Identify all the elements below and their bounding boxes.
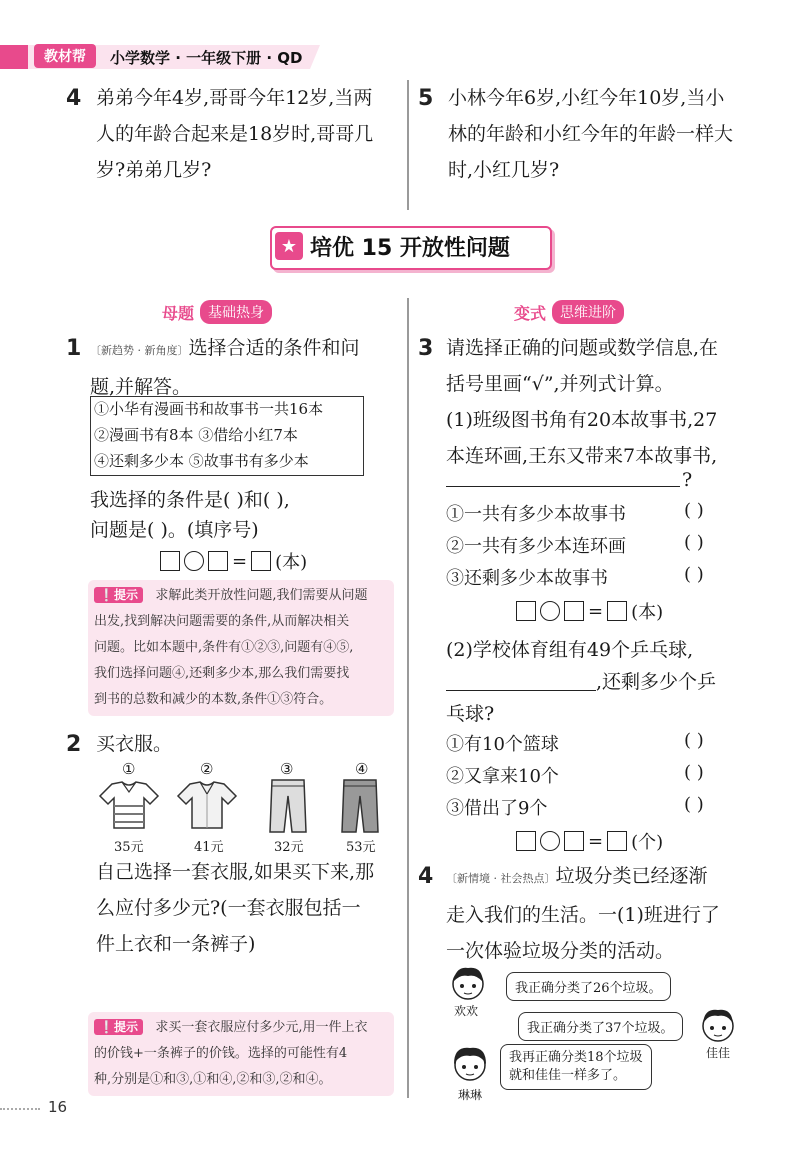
text-line: 岁?弟弟几岁? — [96, 159, 212, 181]
condition-line: ④还剩多少本 ⑤故事书有多少本 — [94, 452, 309, 470]
option-item: ②一共有多少本连环画 — [446, 536, 626, 557]
page-number: 16 — [48, 1098, 68, 1116]
part-2-line: (2)学校体育组有49个乒乓球, — [446, 639, 694, 661]
answer-box[interactable] — [607, 831, 627, 851]
part-2-line: 乓球? — [446, 703, 495, 725]
equation-template: = (本) — [516, 598, 663, 624]
shirt-1-icon[interactable] — [98, 780, 160, 832]
speaker-name: 欢欢 — [454, 1004, 479, 1018]
question-number: 4 — [418, 864, 434, 889]
answer-paren[interactable]: ( ) — [684, 762, 704, 783]
girl-linlin-avatar — [450, 1044, 490, 1084]
blank-line[interactable] — [446, 486, 680, 487]
bubble-line: 就和佳佳一样多了。 — [509, 1068, 627, 1083]
answer-paren[interactable]: ( ) — [684, 730, 704, 751]
pants-4-icon[interactable] — [340, 778, 380, 834]
question-number: 4 — [66, 86, 82, 111]
operator-circle[interactable] — [540, 601, 560, 621]
speech-bubble — [500, 1044, 652, 1090]
item-label: ④ — [355, 760, 369, 778]
left-tag — [162, 300, 272, 324]
tip-line: 到书的总数和减少的本数,条件①③符合。 — [94, 692, 333, 707]
question-2-text — [96, 854, 406, 962]
text-line: 弟弟今年4岁,哥哥今年12岁,当两 — [96, 87, 373, 109]
speaker-name: 佳佳 — [706, 1046, 731, 1060]
tag-pill: 基础热身 — [200, 300, 272, 324]
speech-bubble: 我正确分类了37个垃圾。 — [518, 1012, 683, 1041]
text-line: 自己选择一套衣服,如果买下来,那 — [96, 861, 375, 883]
item-label: ③ — [280, 760, 294, 778]
question-2-title: 买衣服。 — [96, 733, 173, 755]
question-number: 2 — [66, 732, 82, 757]
column-divider — [407, 80, 409, 210]
text-line: 林的年龄和小红今年的年龄一样大 — [448, 123, 734, 145]
answer-box[interactable] — [251, 551, 271, 571]
tag-bracket: 〔新趋势 · 新角度〕 — [90, 344, 189, 357]
condition-line: ②漫画书有8本 ③借给小红7本 — [94, 426, 298, 444]
tag-main: 变式 — [514, 303, 547, 323]
text-line: 件上衣和一条裤子) — [96, 933, 256, 955]
tag-bracket: 〔新情境 · 社会热点〕 — [446, 872, 556, 885]
unit-label: (本) — [631, 602, 664, 623]
text-line: 人的年龄合起来是18岁时,哥哥几 — [96, 123, 374, 145]
question-mark: ? — [682, 469, 693, 491]
question-number: 3 — [418, 336, 434, 361]
choose-line: 我选择的条件是( )和( ), — [90, 489, 290, 511]
girl-jiajia-avatar — [698, 1006, 738, 1044]
column-divider — [407, 298, 409, 1098]
item-price: 41元 — [194, 840, 224, 855]
tip-line: 种,分别是①和③,①和④,②和③,②和④。 — [94, 1072, 332, 1087]
question-4b-text — [446, 858, 766, 969]
text-line: 本连环画,王东又带来7本故事书, — [446, 445, 718, 467]
tip-label: ❕提示 — [94, 1019, 143, 1035]
condition-line: ①小华有漫画书和故事书一共16本 — [94, 400, 324, 418]
tip-line: 出发,找到解决问题需要的条件,从而解决相关 — [94, 614, 350, 629]
right-tag — [514, 300, 624, 324]
answer-paren[interactable]: ( ) — [684, 564, 704, 585]
option-item: ③还剩多少本故事书 — [446, 568, 608, 589]
text-line: 小林今年6岁,小红今年10岁,当小 — [448, 87, 725, 109]
option-item: ②又拿来10个 — [446, 766, 559, 787]
question-3-text — [446, 330, 766, 474]
brand-badge: 教材帮 — [34, 44, 96, 68]
tip-line: 的价钱+一条裤子的价钱。选择的可能性有4 — [94, 1046, 348, 1061]
tip-label-text: 提示 — [113, 1020, 138, 1034]
part-2-line: ,还剩多少个乒 — [596, 671, 717, 693]
section-title: 培优 15 开放性问题 — [310, 236, 510, 261]
tag-main: 母题 — [162, 303, 195, 323]
bubble-line: 我再正确分类18个垃圾 — [509, 1050, 643, 1065]
text-line: 时,小红几岁? — [448, 159, 560, 181]
answer-box[interactable] — [208, 551, 228, 571]
text-line: 题,并解答。 — [90, 376, 192, 398]
answer-paren[interactable]: ( ) — [684, 532, 704, 553]
tip-line: 我们选择问题④,还剩多少本,那么我们需要找 — [94, 666, 350, 681]
tip-line: 求解此类开放性问题,我们需要从问题 — [155, 588, 368, 603]
equation-template: = (个) — [516, 828, 663, 854]
tip-line: 求买一套衣服应付多少元,用一件上衣 — [155, 1020, 368, 1035]
blank-line[interactable] — [446, 690, 596, 691]
tip-content — [94, 1014, 390, 1093]
question-choice-line: 问题是( )。(填序号) — [90, 519, 259, 541]
answer-box[interactable] — [516, 601, 536, 621]
item-label: ① — [122, 760, 136, 778]
star-icon: ★ — [275, 232, 303, 260]
answer-box[interactable] — [516, 831, 536, 851]
question-number: 1 — [66, 336, 82, 361]
answer-box[interactable] — [564, 601, 584, 621]
answer-paren[interactable]: ( ) — [684, 794, 704, 815]
text-line: 么应付多少元?(一套衣服包括一 — [96, 897, 361, 919]
answer-paren[interactable]: ( ) — [684, 500, 704, 521]
text-line: 走入我们的生活。一(1)班进行了 — [446, 904, 720, 926]
book-title: 小学数学 · 一年级下册 · QD — [110, 49, 303, 67]
tip-label: ❕提示 — [94, 587, 143, 603]
answer-box[interactable] — [160, 551, 180, 571]
shirt-2-icon[interactable] — [176, 780, 238, 832]
text-line: 请选择正确的问题或数学信息,在 — [446, 337, 719, 359]
text-line: 一次体验垃圾分类的活动。 — [446, 940, 675, 962]
unit-label: (本) — [275, 552, 308, 573]
speaker-name: 琳琳 — [458, 1088, 483, 1102]
item-price: 32元 — [274, 840, 304, 855]
text-line: 括号里画“√”,并列式计算。 — [446, 373, 674, 395]
unit-label: (个) — [631, 832, 664, 853]
question-4-text — [96, 80, 406, 188]
tip-content — [94, 582, 390, 713]
tip-line: 问题。比如本题中,条件有①②③,问题有④⑤, — [94, 640, 354, 655]
item-price: 35元 — [114, 840, 144, 855]
text-line: 垃圾分类已经逐渐 — [555, 865, 708, 887]
tip-label-text: 提示 — [113, 588, 138, 602]
footer-dots — [0, 1108, 40, 1110]
tag-pill: 思维进阶 — [552, 300, 624, 324]
question-5-text — [448, 80, 758, 188]
text-line: (1)班级图书角有20本故事书,27 — [446, 409, 718, 431]
option-item: ③借出了9个 — [446, 798, 548, 819]
question-number: 5 — [418, 86, 434, 111]
operator-circle[interactable] — [184, 551, 204, 571]
speech-bubble: 我正确分类了26个垃圾。 — [506, 972, 671, 1001]
option-item: ①一共有多少本故事书 — [446, 504, 626, 525]
operator-circle[interactable] — [540, 831, 560, 851]
answer-box[interactable] — [607, 601, 627, 621]
equation-template: = (本) — [160, 548, 307, 574]
question-1-text — [90, 330, 400, 405]
text-line: 选择合适的条件和问 — [188, 337, 360, 359]
girl-huanhuan-avatar — [448, 964, 488, 1002]
answer-box[interactable] — [564, 831, 584, 851]
item-label: ② — [200, 760, 214, 778]
option-item: ①有10个篮球 — [446, 734, 559, 755]
item-price: 53元 — [346, 840, 376, 855]
pants-3-icon[interactable] — [268, 778, 308, 834]
